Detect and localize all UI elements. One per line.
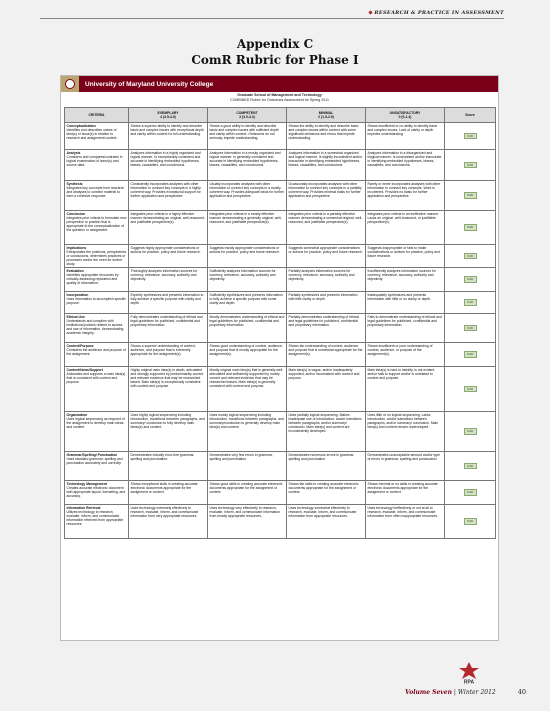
university-banner [61, 76, 498, 92]
diamond-icon [369, 10, 373, 14]
criterion-name: Evaluation [66, 269, 84, 273]
rubric-cell: Demonstrates numerous errors in grammar, spelling and punctuation. [287, 452, 366, 481]
score-field[interactable]: 0.00 [464, 192, 477, 199]
rubric-cell: Suggests highly appropriate considerations or actions for practice, policy and future research. [129, 245, 208, 268]
criterion-description: Uses standard grammar, spelling and punctuation accurately and correctly. [66, 457, 123, 465]
criterion-name: Grammar/Spelling/ Punctuation [66, 453, 118, 457]
rubric-cell: Main idea(s) is vague, and/or inadequately supported, and/or inconsistent with context and purpose. [287, 367, 366, 412]
score-cell [445, 211, 496, 245]
rubric-cell: Analyzes information in a somewhat organized and logical manner. Is slightly inconsistent and/or inaccurate in identifying embedded hypotheses, biases, causalities, and conclusions. [287, 150, 366, 181]
rubric-cell: Shows exceptional skills in creating accurate electronic documents appropriate for the assignment or context. [129, 481, 208, 505]
table-row [65, 343, 496, 367]
score-field[interactable]: 0.00 [464, 224, 477, 231]
criterion-description: Integrates key concepts from research and analyses to connect material to form a cohesive response. [66, 186, 125, 198]
criterion-description: Considers and compares/contrasts in logical examination of issue(s) and source data. [66, 155, 123, 167]
rubric-cell: Thoroughly analyzes information sources for currency, relevance, accuracy, authority and objectivity. [129, 268, 208, 292]
criterion-description: Uses information to accomplish specific purpose. [66, 297, 126, 305]
score-field[interactable]: 0.00 [464, 253, 477, 260]
column-header: Score [445, 108, 496, 123]
rubric-cell: Insufficiently analyzes information sources for currency, relevance, accuracy, authority and objectivity. [366, 268, 445, 292]
score-cell [445, 314, 496, 343]
criterion-cell [65, 452, 129, 481]
criterion-name: Organization [66, 413, 88, 417]
rubric-cell: Uses technology ineffectively or not at all to research, evaluate, inform, and communicate information from often inappropriate resources. [366, 505, 445, 539]
rubric-cell: Demonstrates very few errors in grammar, spelling and punctuation. [208, 452, 287, 481]
criterion-cell [65, 181, 129, 211]
rubric-cell: Partially demonstrates understanding of ethical and legal guidelines for published, confidential and proprietary information. [287, 314, 366, 343]
table-row [65, 268, 496, 292]
column-header: MINIMAL 2 (1.5-2.9) [287, 108, 366, 123]
score-field[interactable]: 0.00 [464, 299, 477, 306]
rubric-cell: Demonstrates unacceptable amount and/or type of errors in grammar, spelling and punctuation. [366, 452, 445, 481]
column-header: UNSATISFACTORY 0 (0-1.4) [366, 108, 445, 123]
rubric-cell: Partially synthesizes and presents information with little clarity or depth. [287, 292, 366, 314]
rubric-subtitle: COMBINED Rubric for Outcomes Assessment for Spring 2011 [230, 98, 329, 103]
rubric-cell: Usually incorporates analyses with other information to connect key concepts in a mostly coherent way. Provides adequate basis for further application and perspective. [208, 181, 287, 211]
rubric-cell: Uses highly logical sequencing including introduction, transitions between paragraphs, and summary/ conclusion to fully develop main ideas(s) and content. [129, 412, 208, 452]
rubric-cell: Shows insufficient or poor understanding of context, audience, or purpose of the assignment(s). [366, 343, 445, 367]
criterion-description: Articulates and supports a main idea(s) that is consistent with context and purpose. [66, 372, 126, 384]
rubric-cell: Sufficiently analyzes information sources for currency, relevance, accuracy, authority and objectivity. [208, 268, 287, 292]
column-header: EXEMPLARY 4 (3.5-4.0) [129, 108, 208, 123]
rubric-cell: Uses little or no logical sequencing. Lacks introduction, and/or transitions between paragraphs, and/or summary/ conclusion. Main idea(s) and content remain undeveloped. [366, 412, 445, 452]
criterion-description: Considers the audience and purpose of the assignment. [66, 348, 126, 356]
criterion-name: Incorporation [66, 293, 89, 297]
criterion-description: Utilizes technology to research, evaluate, inform, and communicate information retrieved from appropriate resources. [66, 510, 124, 526]
criterion-cell [65, 268, 129, 292]
rubric-cell: Partially analyzes information sources for currency, relevance, accuracy, authority and objectivity. [287, 268, 366, 292]
university-seal-icon [61, 76, 79, 92]
rubric-cell: Shows minimal or no skills in creating accurate electronic documents appropriate for the assignment or context. [366, 481, 445, 505]
rubric-cell: Shows a superior understanding of context, audience, and purpose that is extremely appropriate for the assignment(s). [129, 343, 208, 367]
table-row [65, 211, 496, 245]
criterion-name: Conceptualization [66, 124, 96, 128]
page-number: 40 [517, 688, 526, 696]
page-footer: Volume Seven | Winter 2012 40 [405, 688, 526, 696]
rubric-cell: Uses technology very effectively to research, evaluate, inform, and communicate information from mostly appropriate resources. [208, 505, 287, 539]
score-field[interactable]: 0.00 [464, 428, 477, 435]
rubric-cell: Occasionally incorporates analyses with other information to connect key concepts in a partially coherent way. Provides minimal basis for further application and perspective. [287, 181, 366, 211]
table-row [65, 505, 496, 539]
rubric-cell: Shows fair understanding of context, audience, and purpose that is somewhat appropriate for the assignment(s). [287, 343, 366, 367]
rubric-cell: Consistently incorporates analyses with other information to connect key concepts in a highly coherent way. Provides exceptional support for further application and perspective. [129, 181, 208, 211]
score-field[interactable]: 0.00 [464, 276, 477, 283]
header-rule [40, 18, 504, 19]
criterion-description: Uses logical sequencing as required of the assignment to develop main ideas and content. [66, 417, 125, 429]
rubric-cell: Integrates prior criteria in a partially effective manner demonstrating a somewhat original, well-reasoned, and justifiable perspective(s). [287, 211, 366, 245]
criterion-cell [65, 505, 129, 539]
score-cell [445, 181, 496, 211]
score-field[interactable]: 0.00 [464, 386, 477, 393]
criterion-description: Identifies appropriate resources by critically assessing reputation and quality of information. [66, 273, 119, 285]
table-row [65, 481, 496, 505]
criterion-cell [65, 412, 129, 452]
volume-label: Volume Seven [405, 688, 452, 696]
rubric-cell: Uses technology extremely effectively to research, evaluate, inform, and communicate information from very appropriate resources. [129, 505, 208, 539]
criterion-name: Conclusion [66, 212, 85, 216]
table-row [65, 452, 496, 481]
rubric-cell: Shows good understanding of context, audience, and purpose that is mostly appropriate for the assignment(s). [208, 343, 287, 367]
score-field[interactable]: 0.00 [464, 463, 477, 470]
rubric-cell: Integrates prior criteria in an ineffective manner. Lacks an original, well-reasoned, or justifiable perspective(s). [366, 211, 445, 245]
rubric-cell: Fully demonstrates understanding of ethical and legal guidelines for published, confidential and proprietary information. [129, 314, 208, 343]
rubric-cell: Main idea(s) is hard to identify, is not evident and/or fails to support and/or is unrelated to context and purpose. [366, 367, 445, 412]
score-field[interactable]: 0.00 [464, 351, 477, 358]
rubric-cell: Expertly synthesizes and presents information to fully achieve a specific purpose with clarity and depth. [129, 292, 208, 314]
table-row [65, 292, 496, 314]
running-head: RESEARCH & PRACTICE IN ASSESSMENT [369, 10, 504, 16]
criterion-name: Information Retrieval [66, 506, 101, 510]
criterion-description: Creates accurate electronic document with appropriate layout, formatting, and accuracy. [66, 486, 126, 498]
rubric-title: ComR Rubric for Phase I [191, 53, 359, 67]
issue-label: Winter 2012 [457, 688, 496, 696]
score-cell [445, 452, 496, 481]
rubric-cell: Demonstrates virtually error-free grammar, spelling and punctuation. [129, 452, 208, 481]
score-cell [445, 505, 496, 539]
score-cell [445, 123, 496, 150]
table-header-row [65, 108, 496, 123]
criterion-name: Technology Management [66, 482, 107, 486]
rubric-cell: Sufficiently synthesizes and presents information to fully achieve a specific purpose with some clarity and depth. [208, 292, 287, 314]
rubric-cell: Shows a good ability to identify and describe basic and complex issues with sufficient depth and clarity within context. Omissions do not seriously impede understanding. [208, 123, 287, 150]
table-row [65, 150, 496, 181]
criterion-name: Implications [66, 246, 87, 250]
criterion-cell [65, 343, 129, 367]
table-row [65, 123, 496, 150]
criterion-description: Integrates prior criteria to formulate new perspective or position that is appropriate to the conceptualization of the question or assignment. [66, 216, 127, 232]
rubric-cell: Shows a superior ability to identify and describe basic and complex issues with exceptional depth and clarity within context for full understanding. [129, 123, 208, 150]
rubric-cell: Suggests inappropriate or fails to make considerations or actions for practice, policy and future research. [366, 245, 445, 268]
score-field[interactable]: 0.00 [464, 489, 477, 496]
rubric-cell: Integrates prior criteria in a mostly effective manner demonstrating a generally original, well-reasoned, and justifiable perspective(s). [208, 211, 287, 245]
criterion-cell [65, 314, 129, 343]
score-field[interactable]: 0.00 [464, 162, 477, 169]
svg-text:RPA: RPA [463, 679, 475, 684]
score-cell [445, 412, 496, 452]
table-row [65, 181, 496, 211]
criterion-cell [65, 123, 129, 150]
criterion-cell [65, 245, 129, 268]
score-cell [445, 343, 496, 367]
rubric-cell: Inadequately synthesizes and presents information with little or no clarity or depth. [366, 292, 445, 314]
score-field[interactable]: 0.00 [464, 518, 477, 525]
rubric-cell: Highly original main idea(s) in depth, articulated and strongly supported by predominantly current and relevant evidence that may be researched based. Main idea(s) is exceptionally consistent with context and purpose. [129, 367, 208, 412]
rpa-logo-icon [453, 660, 485, 684]
score-cell [445, 245, 496, 268]
column-header: CRITERIA [65, 108, 129, 123]
rubric-cell: Shows the ability to identify and describe basic and complex issues within context with some significant omissions and errors that impede understanding. [287, 123, 366, 150]
criterion-cell [65, 292, 129, 314]
rubric-cell: Shows fair skills in creating accurate electronic documents appropriate for the assignment or context. [287, 481, 366, 505]
score-field[interactable]: 0.00 [464, 325, 477, 332]
criterion-name: Context/Purpose [66, 344, 94, 348]
table-row [65, 367, 496, 412]
rubric-cell: Suggests somewhat appropriate considerations or actions for practice, policy and future research. [287, 245, 366, 268]
rubric-cell: Uses partially logical sequencing. Makes inadequate use of introduction, and/or transitions between paragraphs, and/or summary/ conclusion. Main idea(s) and content are inconsistently developed. [287, 412, 366, 452]
criterion-cell [65, 367, 129, 412]
score-cell [445, 367, 496, 412]
table-row [65, 412, 496, 452]
column-header: COMPETENT 3 (3.0-3.4) [208, 108, 287, 123]
criterion-name: Analysis [66, 151, 81, 155]
table-row [65, 245, 496, 268]
rubric-cell: Analyzes information in a highly organized and logical manner. Is exceptionally consistent and accurate in identifying embedded hypotheses, biases, causalities, and conclusions. [129, 150, 208, 181]
criterion-cell [65, 481, 129, 505]
rubric-cell: Analyzes information in a disorganized and illogical manner. Is inconsistent and/or inaccurate in identifying embedded hypotheses, biases, causalities, and conclusions. [366, 150, 445, 181]
score-field[interactable]: 0.00 [464, 133, 477, 140]
criterion-description: Extrapolates the positions, perspectives or conclusions, determines practices or processes and/or the need for further study. [66, 250, 127, 266]
rubric-cell: Shows insufficient or no ability to identify basic and complex issues. Lack of clarity or depth impedes understanding. [366, 123, 445, 150]
banner-title: University of Maryland University College [85, 80, 214, 88]
rubric-document [60, 75, 499, 641]
criterion-cell [65, 211, 129, 245]
criterion-name: Content/Ideas/Support [66, 368, 103, 372]
appendix-title: Appendix C [236, 37, 314, 51]
rubric-cell: Shows good skills in creating accurate electronic documents appropriate for the assignment or context. [208, 481, 287, 505]
rubric-cell: Uses technology somewhat effectively to research, evaluate, inform, and communicate information from appropriate resources. [287, 505, 366, 539]
score-cell [445, 268, 496, 292]
school-name: Graduate School of Management and Technology [237, 93, 322, 97]
criterion-description: Identifies and describes nature of idea(s) or issue(s) in relation to research and assignment context. [66, 128, 118, 140]
criterion-cell [65, 150, 129, 181]
rubric-cell: Fails to demonstrate understanding of ethical and legal guidelines for published, confidential and proprietary information. [366, 314, 445, 343]
table-row [65, 314, 496, 343]
criterion-name: Synthesis [66, 182, 83, 186]
rubric-cell: Integrates prior criteria in a highly effective manner demonstrating an original, well-reasoned, and justifiable perspective(s). [129, 211, 208, 245]
rubric-table [64, 107, 496, 539]
rubric-cell: Mostly demonstrates understanding of ethical and legal guidelines for published, confidential and proprietary information. [208, 314, 287, 343]
rubric-cell: Suggests mostly appropriate considerations or actions for practice, policy and future research. [208, 245, 287, 268]
criterion-name: Ethical Use [66, 315, 85, 319]
score-cell [445, 150, 496, 181]
criterion-description: Understands and complies with institutional policies related to access and use of information, demonstrating academic integrity. [66, 319, 124, 335]
score-cell [445, 292, 496, 314]
score-cell [445, 481, 496, 505]
rubric-cell: Analyzes information in a mostly organized and logical manner. Is generally consistent and accurate in identifying embedded hypotheses, biases, causalities, and conclusions. [208, 150, 287, 181]
rubric-cell: Rarely or never incorporates analyses with other information to connect key concepts. Work is incoherent. Provides no basis for further application and perspective. [366, 181, 445, 211]
rubric-cell: Mostly original main idea(s) that is generally well articulated and sufficiently supported by mostly current and relevant evidence that may be researched based. Main idea(s) is generally consistent with context and purpose. [208, 367, 287, 412]
rubric-cell: Uses mostly logical sequencing including introduction, transitions between paragraphs, and summary/conclusion to generally develop main idea(s) and content. [208, 412, 287, 452]
